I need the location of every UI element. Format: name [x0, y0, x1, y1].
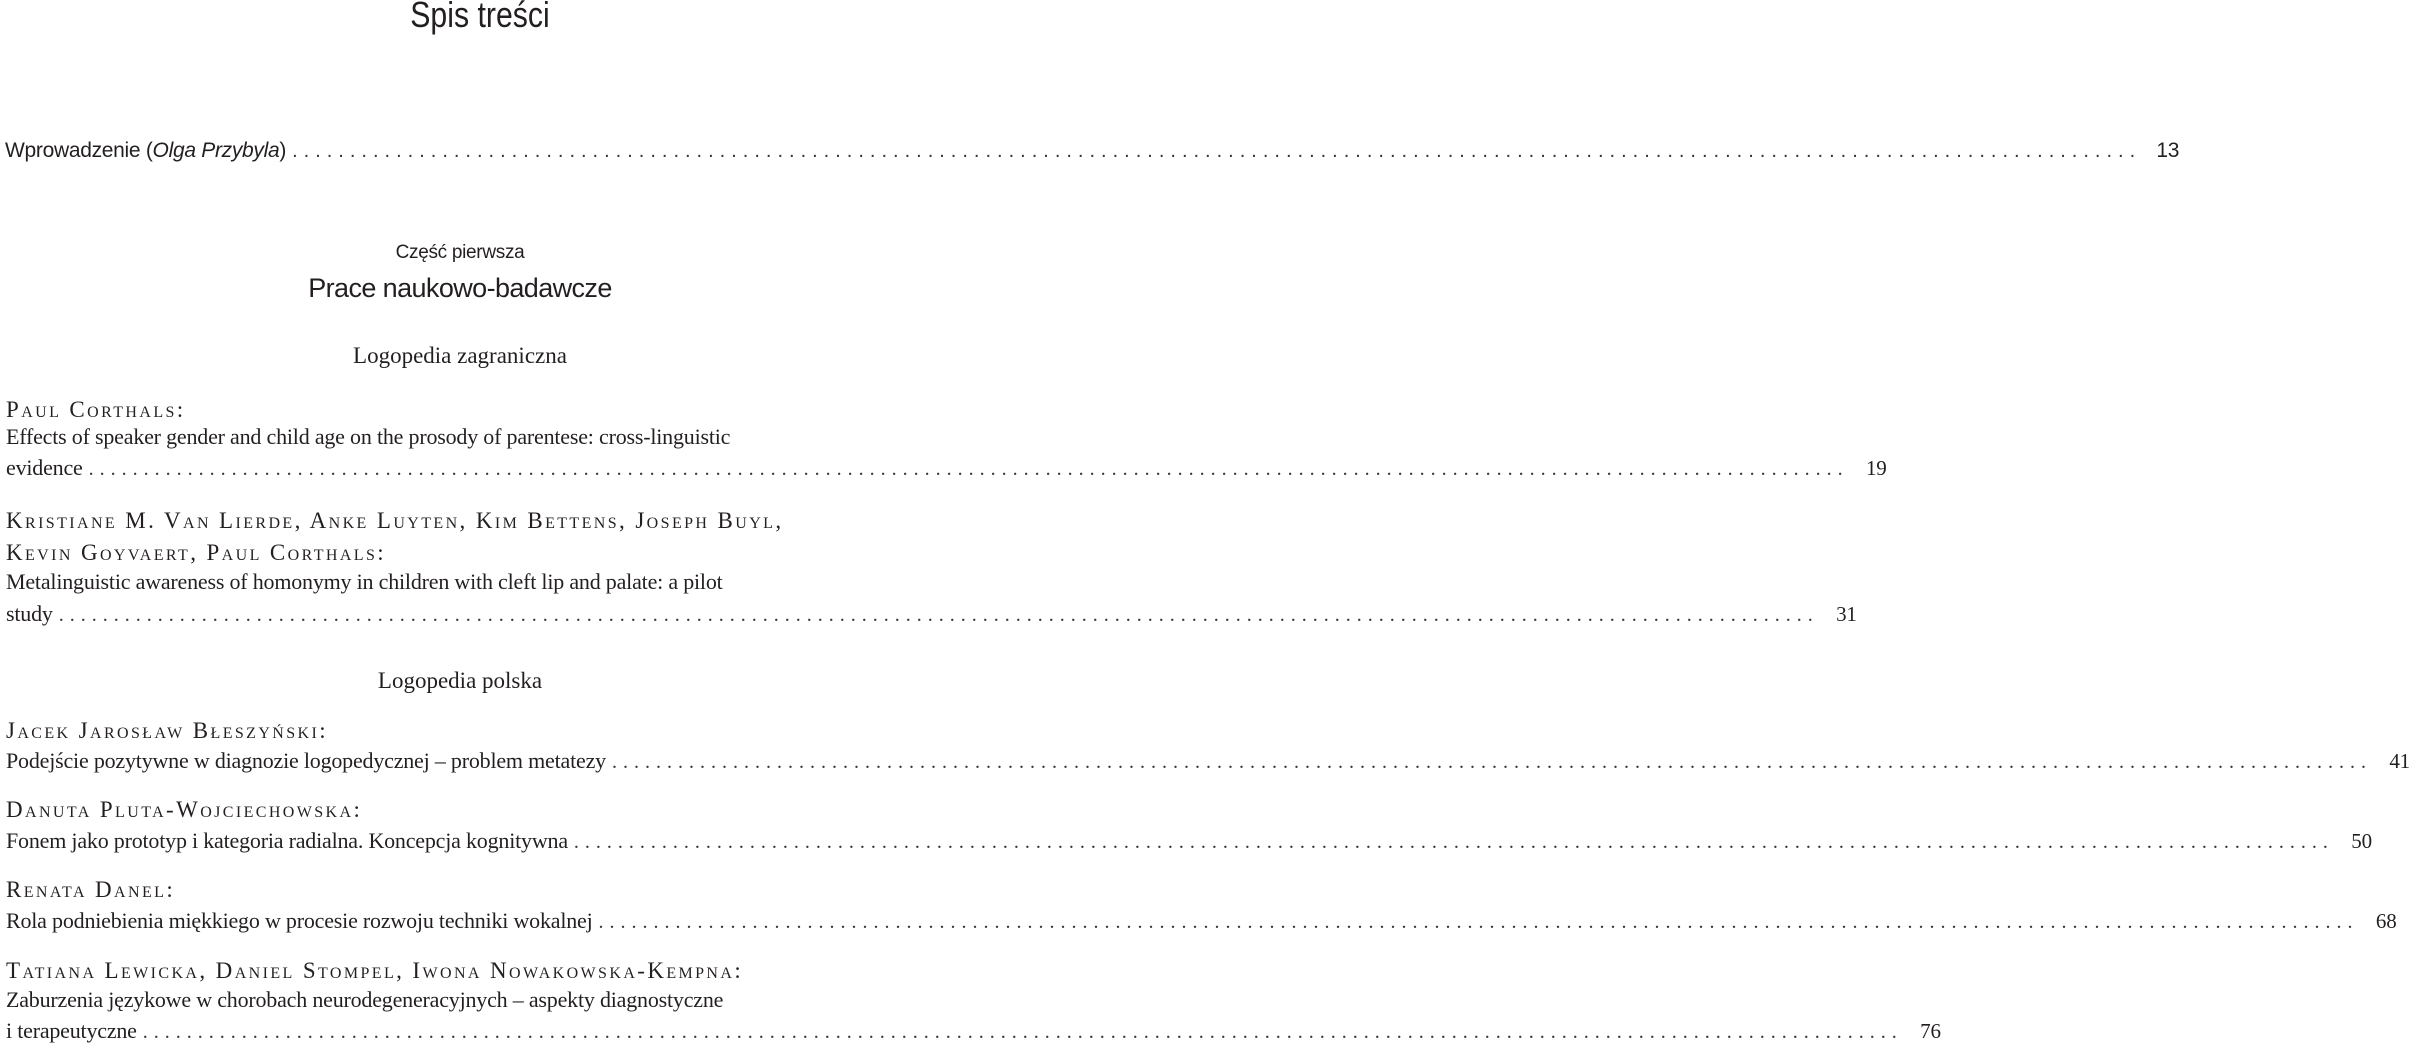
page-number: 41 — [2389, 749, 2410, 773]
entry-authors: Paul Corthals: — [6, 397, 186, 422]
entry-title: Fonem jako prototyp i kategoria radialna. Koncepcja kognitywna — [6, 828, 568, 853]
dot-leader: ................................................................................................................................................................ — [292, 140, 2142, 162]
page-title: Spis treści — [410, 0, 550, 35]
entry-title: Metalinguistic awareness of homonymy in children with cleft lip and palate: a pilot — [6, 569, 723, 594]
section-heading-polish: Logopedia polska — [377, 668, 543, 693]
intro-author: Olga Przybyla — [152, 139, 280, 162]
toc-entry-introduction[interactable] — [5, 139, 2180, 163]
toc-entry-title-line[interactable] — [6, 424, 930, 450]
toc-entry-title-line[interactable] — [6, 987, 930, 1013]
entry-title: i terapeutyczne — [6, 1018, 137, 1043]
toc-entry-title-line[interactable] — [6, 748, 2410, 774]
page-number: 31 — [1836, 602, 1857, 626]
page-number: 76 — [1920, 1019, 1941, 1043]
entry-title: study — [6, 601, 53, 626]
entry-title: Wprowadzenie (Olga Przybyla) — [5, 139, 287, 162]
toc-entry-title-line[interactable] — [6, 601, 1857, 627]
toc-entry-title-line[interactable] — [6, 455, 1887, 481]
dot-leader: ................................................................................................................................................................ — [88, 458, 1849, 480]
page-number: 68 — [2375, 909, 2397, 933]
entry-authors: Kristiane M. Van Lierde, Anke Luyten, Kim Bettens, Joseph Buyl, — [6, 508, 784, 533]
dot-leader: ................................................................................................................................................................ — [142, 1021, 1903, 1043]
entry-authors: Danuta Pluta-Wojciechowska: — [6, 797, 363, 822]
entry-authors: Jacek Jarosław Błeszyński: — [6, 718, 329, 743]
page-number: 50 — [2351, 829, 2372, 853]
entry-title: evidence — [6, 455, 83, 480]
entry-title: Podejście pozytywne w diagnozie logopedycznej – problem metatezy — [6, 748, 606, 773]
page-number: 13 — [2156, 139, 2180, 162]
intro-title: Wprowadzenie — [5, 139, 141, 162]
toc-entry-title-line[interactable] — [6, 828, 2372, 854]
section-heading-foreign: Logopedia zagraniczna — [353, 343, 567, 368]
toc-entry-title-line[interactable] — [6, 908, 2397, 934]
dot-leader: ................................................................................................................................................................ — [598, 911, 2359, 933]
part-label: Część pierwsza — [395, 242, 525, 263]
dot-leader: ................................................................................................................................................................ — [611, 751, 2372, 773]
entry-title: Rola podniebienia miękkiego w procesie rozwoju techniki wokalnej — [6, 908, 593, 933]
part-title: Prace naukowo-badawcze — [308, 273, 612, 303]
toc-entry-title-line[interactable] — [6, 1018, 1941, 1044]
page-number: 19 — [1865, 456, 1887, 480]
entry-authors: Tatiana Lewicka, Daniel Stompel, Iwona Nowakowska-Kempna: — [6, 958, 744, 983]
entry-title: Effects of speaker gender and child age on the prosody of parentese: cross-linguistic — [6, 424, 731, 449]
toc-entry-title-line[interactable] — [6, 569, 930, 595]
entry-authors: Kevin Goyvaert, Paul Corthals: — [6, 540, 387, 565]
dot-leader: ................................................................................................................................................................ — [573, 831, 2334, 853]
entry-title: Zaburzenia językowe w chorobach neurodegeneracyjnych – aspekty diagnostyczne — [6, 987, 724, 1012]
entry-authors: Renata Danel: — [6, 877, 176, 902]
dot-leader: ................................................................................................................................................................ — [58, 604, 1819, 626]
